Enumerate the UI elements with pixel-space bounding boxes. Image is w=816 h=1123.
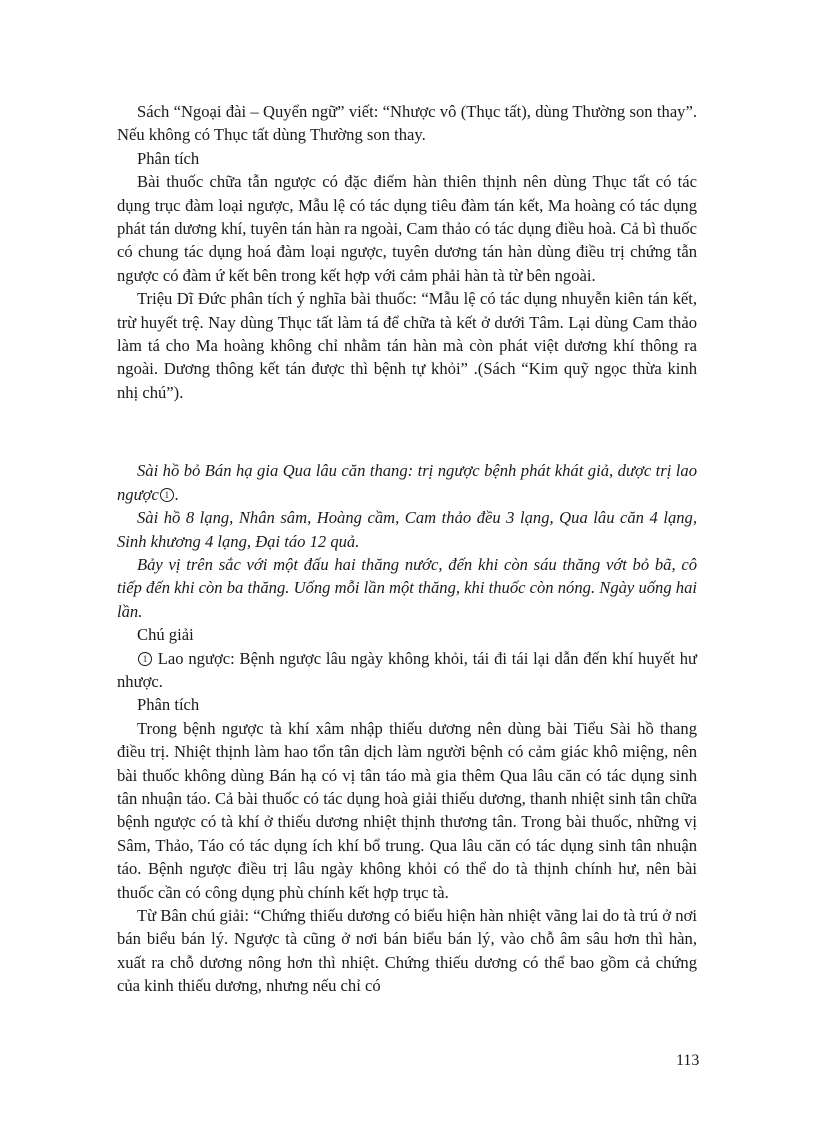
- paragraph-analysis-2: Trong bệnh ngược tà khí xâm nhập thiếu dương nên dùng bài Tiểu Sài hồ thang điều trị. Nhiệt thịnh làm hao tổn tân dịch làm người bệnh có cảm giác khô miệng, nên bài thuốc không dùng Bán hạ có vị tân táo mà gia thêm Qua lâu căn có tác dụng sinh tân nhuận táo. Cả bài thuốc có tác dụng hoà giải thiếu dương, thanh nhiệt sinh tân chữa bệnh ngược có tà khí ở thiếu dương nhiệt thịnh thương tân. Trong bài thuốc, những vị Sâm, Thảo, Táo có tác dụng ích khí bổ trung. Qua lâu căn có tác dụng sinh tân nhuận táo. Bệnh ngược điều trị lâu ngày không khỏi có thể do tà thịnh chính hư, nên bài thuốc cần có công dụng phù chính kết hợp trục tà.: [117, 718, 697, 902]
- paragraph-analysis: Bài thuốc chữa tẫn ngược có đặc điểm hàn thiên thịnh nên dùng Thục tất có tác dụng trục đàm loại ngược, Mẫu lệ có tác dụng tiêu đàm tán kết, Ma hoàng có tác dụng phát tán dương khí, tuyên tán hàn ra ngoài, Cam thảo có tác dụng điều hoà. Cả bì thuốc có chung tác dụng hoá đàm loại ngược, tuyên dương tán hàn dùng điều trị chứng tẫn ngược có đàm ứ kết bên trong kết hợp với cảm phải hàn tà từ bên ngoài.: [117, 172, 697, 285]
- paragraph-quote: Triệu Dĩ Đức phân tích ý nghĩa bài thuốc: “Mẫu lệ có tác dụng nhuyễn kiên tán kết, trừ huyết trệ. Nay dùng Thục tất làm tá để chữa tà kết ở dưới Tâm. Lại dùng Cam thảo làm tá cho Ma hoàng không chỉ nhằm tán hàn mà còn phát việt dương khí thông ra ngoài. Dương thông kết tán được thì bệnh tự khỏi” .(Sách “Kim quỹ ngọc thừa kinh nhị chú”).: [117, 289, 697, 402]
- annotation-marker: 1: [138, 652, 152, 666]
- section-heading-analysis-2: Phân tích: [137, 695, 200, 715]
- footnote-marker: 1: [160, 488, 174, 502]
- annotation-note: [117, 647, 697, 694]
- formula-title-text: Sài hồ bỏ Bán hạ gia Qua lâu căn thang: trị ngược bệnh phát khát giả, dược trị lao ngược: [117, 461, 697, 504]
- annotation-heading: Chú giải: [137, 625, 194, 645]
- section-heading-analysis: Phân tích: [137, 148, 200, 168]
- annotation-text: Lao ngược: Bệnh ngược lâu ngày không khỏi, tái đi tái lại dẫn đến khí huyết hư nhược.: [117, 648, 697, 691]
- formula-ingredients: Sài hồ 8 lạng, Nhân sâm, Hoàng cầm, Cam thảo đều 3 lạng, Qua lâu căn 4 lạng, Sinh khương 4 lạng, Đại táo 12 quả.: [117, 508, 697, 551]
- page-number: 113: [676, 1052, 700, 1069]
- formula-title: Sài hồ bỏ Bán hạ gia Qua lâu căn thang: trị ngược bệnh phát khát giả, dược trị lao ngược 1 .: [117, 461, 697, 504]
- paragraph-commentary: Từ Bân chú giải: “Chứng thiếu dương có biểu hiện hàn nhiệt vãng lai do tà trú ở nơi bán biểu bán lý. Ngược tà cũng ở nơi bán biểu bán lý, vào chỗ âm sâu hơn thì hàn, xuất ra chỗ dương nông hơn thì nhiệt. Chứng thiếu dương có thể bao gồm cả chứng của kinh thiếu dương, nhưng nếu chỉ có: [117, 906, 697, 996]
- page-body: [117, 100, 697, 998]
- formula-preparation: Bảy vị trên sắc với một đấu hai thăng nước, đến khi còn sáu thăng vớt bỏ bã, cô tiếp đến khi còn ba thăng. Uống mỗi lần một thăng, khi thuốc còn nóng. Ngày uống hai lần.: [117, 554, 697, 621]
- paragraph-source-note: Sách “Ngoại đài – Quyển ngữ” viết: “Nhược vô (Thục tất), dùng Thường son thay”. Nếu không có Thục tất dùng Thường son thay.: [117, 102, 697, 145]
- section-gap: [117, 404, 697, 459]
